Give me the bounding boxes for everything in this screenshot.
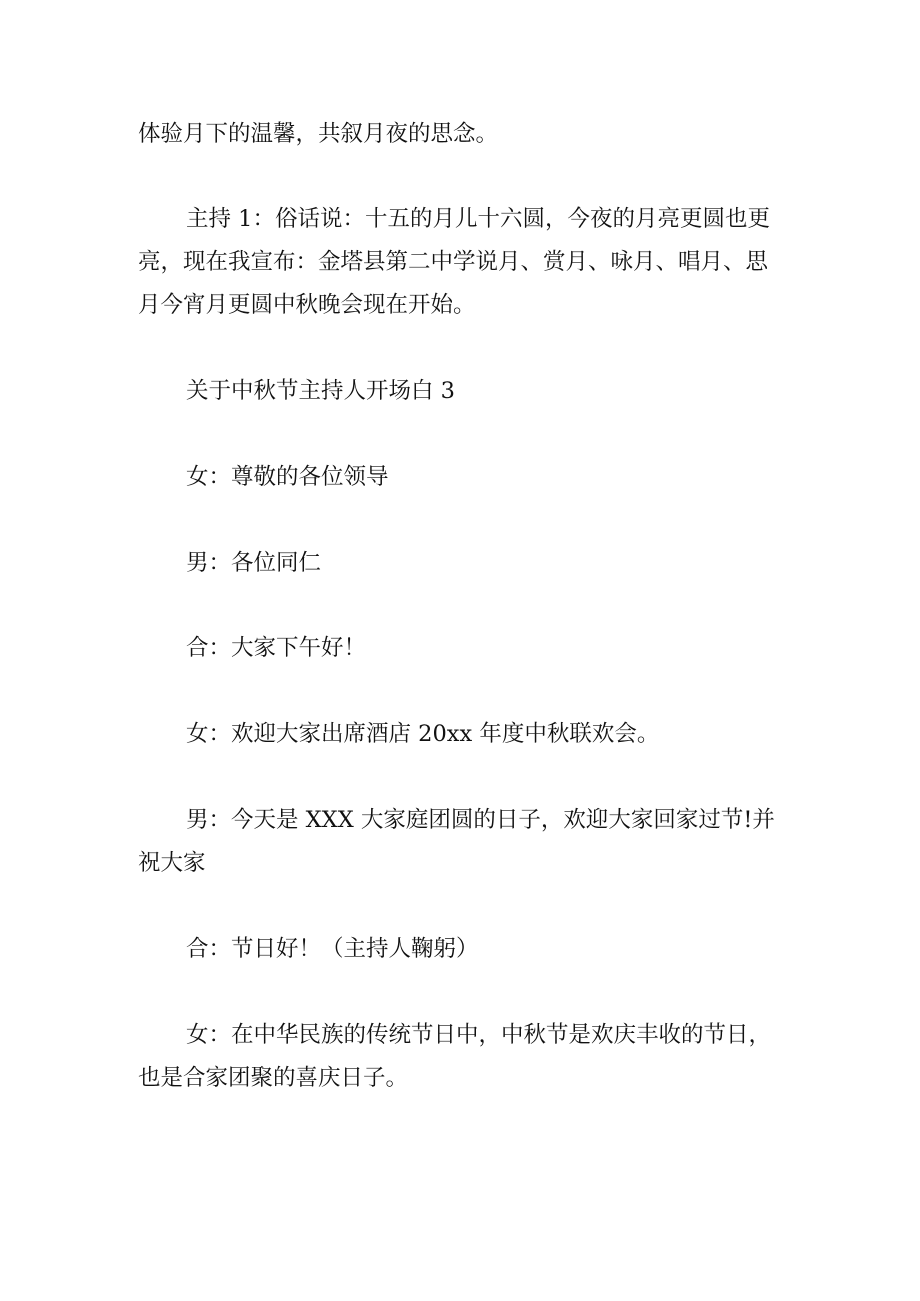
paragraph-male-welcome <box>138 799 808 885</box>
text-line: 关于中秋节主持人开场白 3 <box>186 378 455 404</box>
text-line: 主持 1：俗话说：十五的月儿十六圆，今夜的月亮更圆也更 <box>186 206 770 232</box>
paragraph-male-line <box>138 542 808 585</box>
paragraph-host1-announcement <box>138 198 808 327</box>
text-line: 女：尊敬的各位领导 <box>186 464 389 490</box>
paragraph-female-line <box>138 456 808 499</box>
text-line: 女：在中华民族的传统节日中，中秋节是欢庆丰收的节日， <box>186 1022 772 1048</box>
text-line: 合：节日好！（主持人鞠躬） <box>186 936 479 962</box>
text-line: 体验月下的温馨，共叙月夜的思念。 <box>138 121 499 147</box>
paragraph-together-greeting <box>138 928 808 971</box>
text-line: 亮，现在我宣布：金塔县第二中学说月、赏月、咏月、唱月、思 <box>138 249 769 275</box>
paragraph-female-welcome <box>138 713 808 756</box>
section-heading <box>138 370 808 413</box>
text-line: 女：欢迎大家出席酒店 20xx 年度中秋联欢会。 <box>186 721 660 747</box>
paragraph-together-line <box>138 627 808 670</box>
text-line: 男：今天是 XXX 大家庭团圆的日子，欢迎大家回家过节!并 <box>186 807 775 833</box>
text-line: 男：各位同仁 <box>186 550 322 576</box>
paragraph-female-festival <box>138 1014 808 1100</box>
paragraph-continuation <box>138 113 808 156</box>
text-line: 月今宵月更圆中秋晚会现在开始。 <box>138 292 476 318</box>
text-line: 也是合家团聚的喜庆日子。 <box>138 1065 409 1091</box>
text-line: 合：大家下午好！ <box>186 635 367 661</box>
text-line: 祝大家 <box>138 850 206 876</box>
